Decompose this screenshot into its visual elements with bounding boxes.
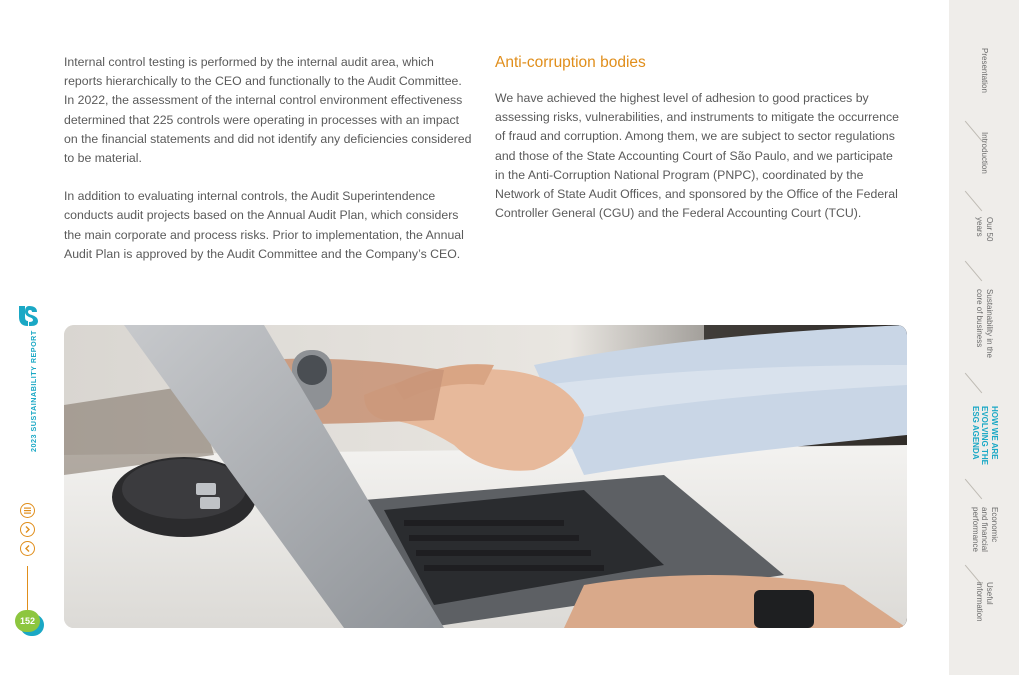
sidebar-separator — [965, 261, 982, 282]
meeting-laptop-photo — [64, 325, 907, 628]
left-rail — [0, 0, 50, 675]
sidebar-separator — [965, 191, 982, 212]
section-heading: Anti-corruption bodies — [495, 54, 646, 71]
menu-lines-icon[interactable] — [20, 503, 35, 518]
chapter-sidebar — [949, 0, 1019, 675]
sidebar-item-label: Our 50 years — [975, 217, 994, 242]
company-logo-icon — [17, 304, 39, 331]
report-label: 2023 SUSTAINABILITY REPORT — [29, 330, 38, 452]
sidebar-item-label: Economic and financial performance — [971, 507, 999, 552]
paragraph-anti-corruption: We have achieved the highest level of adhesion to good practices by assessing risks, vulnerabilities, and instruments to mitigate the occurrence of fraud and corruption. Among them, we are subject to sector regulations and those of the State Accounting Court of São Paulo, and we participate in the Anti-Corruption National Program (PNPC), coordinated by the Network of State Audit Offices, and sponsored by the Office of the Federal Controller General (CGU) and the Federal Accounting Court (TCU). — [495, 91, 899, 221]
page-number: 152 — [15, 610, 40, 632]
sidebar-item-label: HOW WE ARE EVOLVING THE ESG AGENDA — [971, 406, 999, 465]
sidebar-item-label: Introduction — [980, 132, 989, 174]
chevron-right-icon[interactable] — [20, 522, 35, 537]
sidebar-separator — [965, 373, 982, 394]
sidebar-item-label: Useful information — [975, 582, 994, 622]
rail-divider — [27, 566, 28, 612]
paragraph-internal-control: Internal control testing is performed by the internal audit area, which reports hierarchically to the CEO and functionally to the Audit Committee. In 2022, the assessment of the internal control environment effectiveness determined that 225 controls were operating in processes with an impact on the financial statements and did not identify any deficiencies considered to be material. — [64, 55, 472, 166]
sidebar-separator — [965, 479, 982, 500]
right-column — [495, 53, 905, 223]
left-column — [64, 53, 474, 264]
paragraph-audit-projects: In addition to evaluating internal controls, the Audit Superintendence conducts audit projects based on the Annual Audit Plan, which considers the main corporate and process risks. Prior to implementation, the Annual Audit Plan is approved by the Audit Committee and the Company’s CEO. — [64, 189, 464, 261]
chevron-left-icon[interactable] — [20, 541, 35, 556]
sidebar-item-label: Sustainability in the core of business — [975, 289, 994, 358]
sidebar-item-label: Presentation — [980, 48, 989, 93]
